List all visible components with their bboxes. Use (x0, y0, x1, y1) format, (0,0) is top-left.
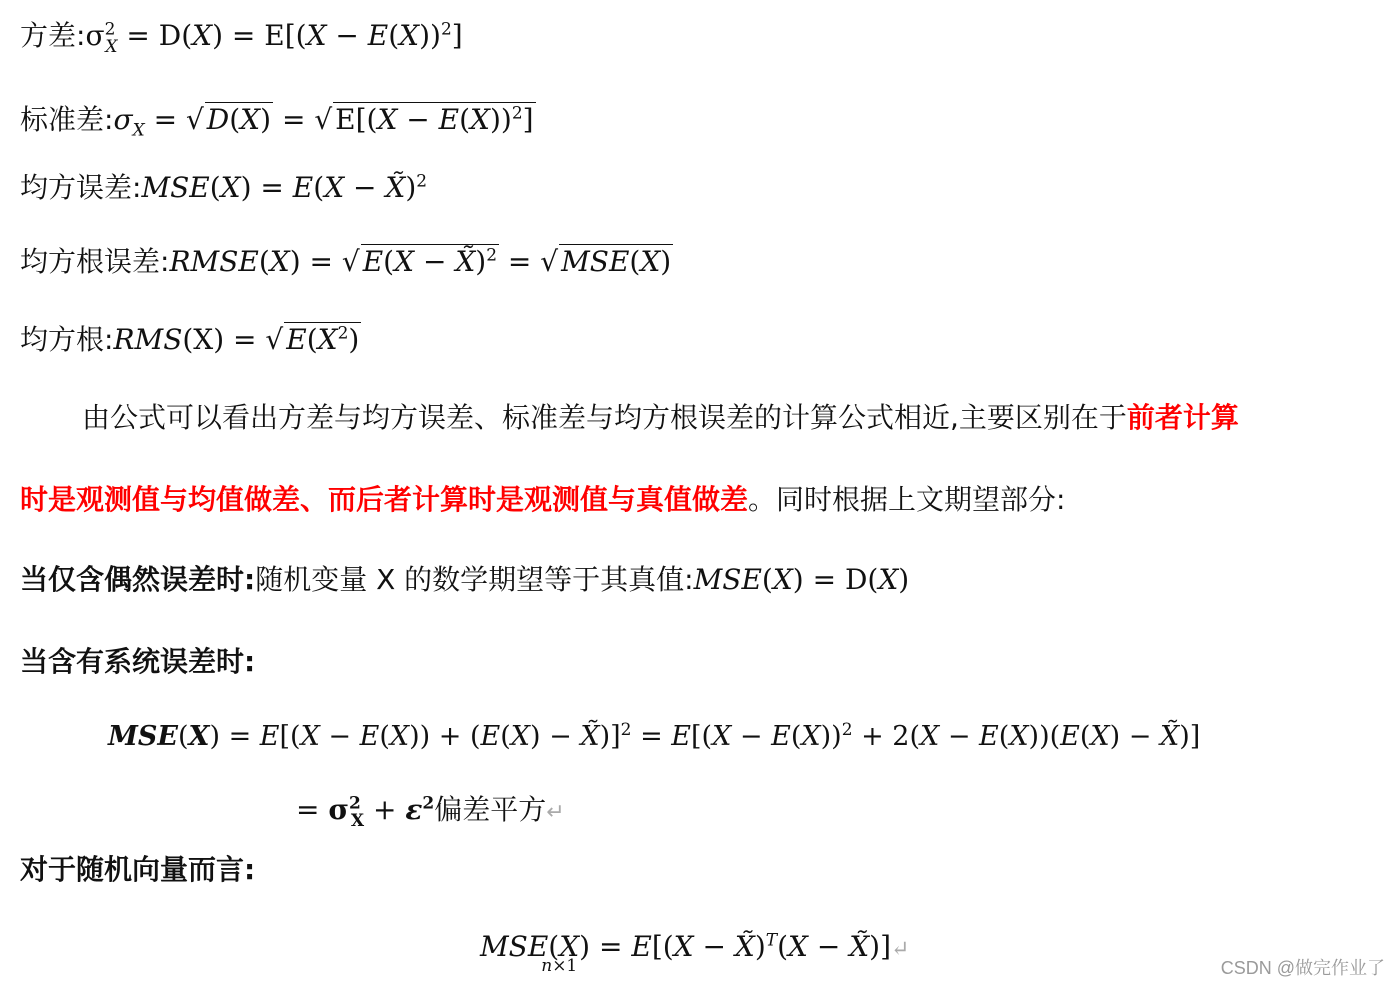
paragraph-line-1 (82, 396, 1239, 436)
paragraph-text: 由公式可以看出方差与均方误差、标准差与均方根误差的计算公式相近,主要区别在于 (82, 401, 1127, 434)
systematic-label: 当含有系统误差时: (20, 645, 256, 678)
variance-row (20, 14, 463, 57)
systematic-label-row (20, 640, 255, 680)
bias-squared-text: 偏差平方 (434, 793, 547, 826)
vector-label: 对于随机向量而言: (20, 853, 256, 886)
rms-formula: RMS(X) = √ $E(X^2)$ (113, 323, 360, 356)
paragraph-line-2 (20, 478, 1065, 518)
mse-label: 均方误差: (20, 171, 142, 204)
random-error-row (20, 558, 909, 598)
stddev-formula: $\sigma_X$ = √ D(X) = √ $E[(X - E(X))^2]$ (113, 103, 534, 141)
stddev-label: 标准差: (20, 103, 114, 136)
rms-label: 均方根: (20, 323, 114, 356)
paragraph-tail: 。同时根据上文期望部分: (748, 483, 1066, 516)
rmse-row (20, 240, 673, 280)
random-error-formula: MSE(X) = D(X) (693, 563, 910, 596)
variance-formula: $\sigma^2_X = D(X) = E[(X - E(X))^2]$ (85, 19, 463, 57)
mse-formula: MSE (141, 171, 210, 204)
rmse-label: 均方根误差: (20, 245, 170, 278)
paragraph-highlight-2: 时是观测值与均值做差、而后者计算时是观测值与真值做差 (20, 483, 749, 516)
variance-label: 方差: (20, 19, 86, 52)
rmse-formula: RMSE(X) = √ E(X − X̃)$^2$ = √ MSE(X) (169, 245, 672, 278)
vector-label-row (20, 848, 255, 888)
mse-row: 均方误差:MSE(X) = E(X − X̃)$^2$ (20, 171, 428, 204)
stddev-row (20, 98, 536, 141)
rms-row (20, 318, 361, 358)
systematic-formula-1: MSE(X) = E[(X − E(X)) + (E(X) − X̃)]$^2$ = $E[(X - E(X))^2 + 2(X - E(X))(E(X)$ − X̃)] (108, 720, 1201, 752)
random-error-label: 当仅含偶然误差时: (20, 563, 256, 596)
vector-formula: MSE(X n×1 ) = E[(X − X̃)$^T$(X − X̃)]↵ (480, 930, 910, 976)
systematic-formula-2: = $\sigma^2_X + \varepsilon^2$偏差平方↵ (296, 793, 565, 831)
watermark: CSDN @做完作业了 (1220, 958, 1385, 978)
random-error-text: 随机变量 X 的数学期望等于其真值: (255, 563, 694, 596)
paragraph-highlight-1: 前者计算 (1126, 401, 1239, 434)
